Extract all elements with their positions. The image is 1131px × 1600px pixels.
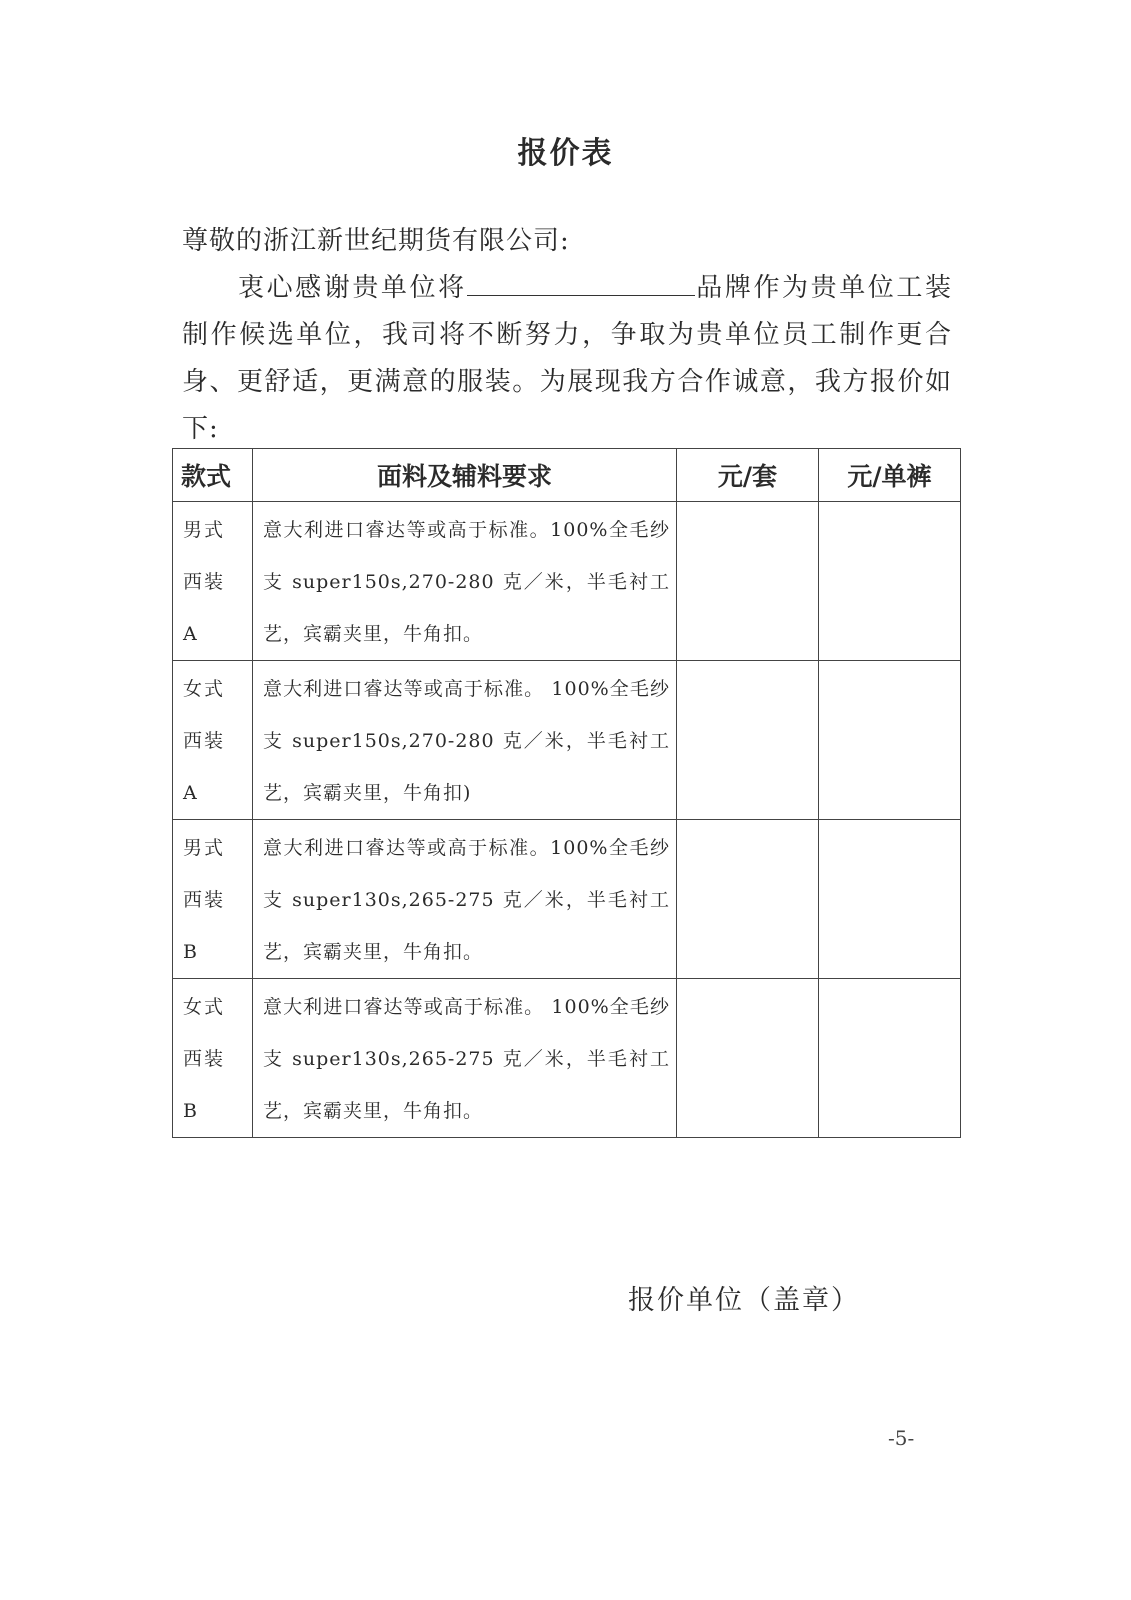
header-price-set: 元/套 — [677, 449, 819, 502]
table-header-row — [173, 449, 961, 502]
spec-cell: 意大利进口睿达等或高于标准。 100%全毛纱支 super150s,270-280 克／米，半毛衬工艺，宾霸夹里，牛角扣) — [253, 661, 677, 820]
style-gender: 男式 — [183, 519, 226, 541]
price-set-cell — [677, 661, 819, 820]
page-number: -5- — [888, 1426, 915, 1450]
style-cell — [173, 979, 253, 1138]
salutation: 尊敬的浙江新世纪期货有限公司: — [182, 226, 570, 256]
style-type: 西装 — [183, 571, 226, 593]
price-pants-cell — [819, 979, 961, 1138]
style-gender: 女式 — [183, 678, 226, 700]
intro-text-after-blank: 品牌作为贵单位工装制作候选单位，我司将不断努力，争取为贵单位员工制作更合身、更舒适，更满意的服装。为展现我方合作诚意，我方报价如下: — [182, 273, 952, 444]
style-cell — [173, 661, 253, 820]
style-grade: B — [183, 1100, 199, 1122]
style-cell — [173, 502, 253, 661]
price-pants-cell — [819, 820, 961, 979]
style-grade: B — [183, 941, 199, 963]
header-style: 款式 — [173, 449, 253, 502]
price-set-cell — [677, 979, 819, 1138]
style-grade: A — [183, 623, 199, 645]
price-pants-cell — [819, 661, 961, 820]
table-row — [173, 820, 961, 979]
style-type: 西装 — [183, 889, 226, 911]
spec-cell: 意大利进口睿达等或高于标准。100%全毛纱支 super150s,270-280 克／米，半毛衬工艺，宾霸夹里，牛角扣。 — [253, 502, 677, 661]
style-gender: 女式 — [183, 996, 226, 1018]
intro-paragraph — [182, 265, 952, 453]
intro-text-before-blank: 衷心感谢贵单位将 — [238, 273, 467, 303]
price-set-cell — [677, 820, 819, 979]
stamp-label: 报价单位（盖章） — [628, 1285, 860, 1316]
table-row — [173, 502, 961, 661]
price-pants-cell — [819, 502, 961, 661]
style-gender: 男式 — [183, 837, 226, 859]
price-set-cell — [677, 502, 819, 661]
spec-cell: 意大利进口睿达等或高于标准。100%全毛纱支 super130s,265-275 克／米，半毛衬工艺，宾霸夹里，牛角扣。 — [253, 820, 677, 979]
style-type: 西装 — [183, 730, 226, 752]
style-type: 西装 — [183, 1048, 226, 1070]
letter-body — [182, 218, 952, 453]
table-row — [173, 661, 961, 820]
header-price-pants: 元/单裤 — [819, 449, 961, 502]
brand-blank-line — [467, 271, 695, 296]
page-title: 报价表 — [517, 136, 614, 171]
style-cell — [173, 820, 253, 979]
header-spec: 面料及辅料要求 — [253, 449, 677, 502]
style-grade: A — [183, 782, 199, 804]
quote-table — [172, 448, 961, 1138]
spec-cell: 意大利进口睿达等或高于标准。 100%全毛纱支 super130s,265-275 克／米，半毛衬工艺，宾霸夹里，牛角扣。 — [253, 979, 677, 1138]
table-row — [173, 979, 961, 1138]
